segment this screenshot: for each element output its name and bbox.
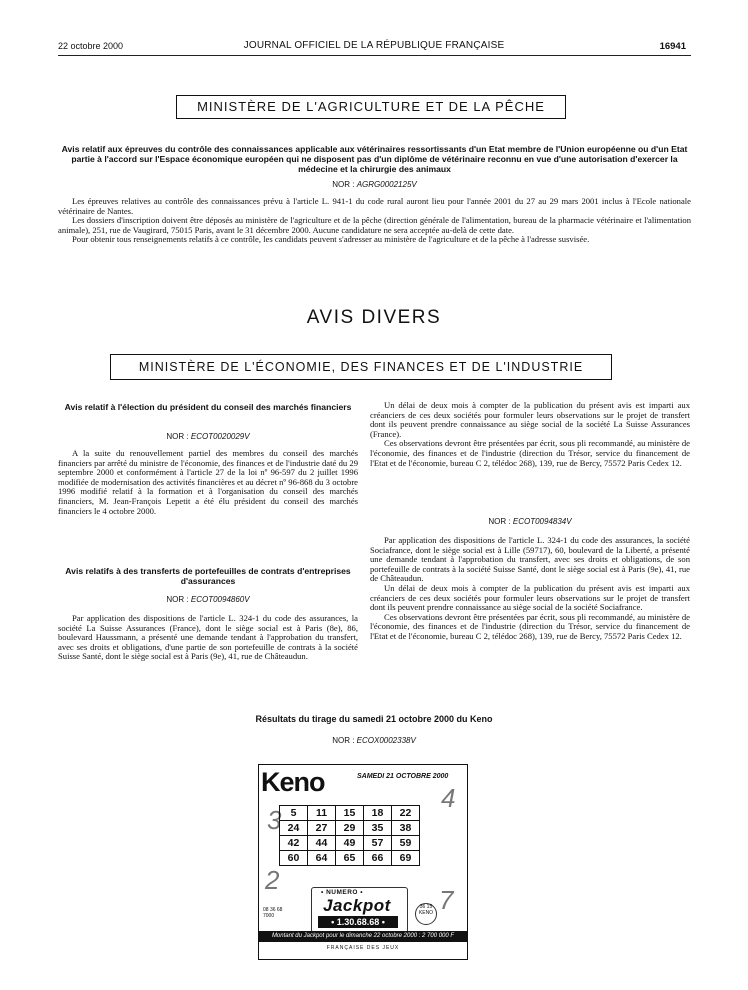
decorative-numeral: 3 [267, 805, 282, 835]
paragraph: Un délai de deux mois à compter de la publication du présent avis est imparti aux créanciers de ces deux sociétés pour formuler leurs observations sur le projet de transfert dont ils peuvent prendre connaissance au siège social de la société La Suisse Assurances (France). [370, 400, 690, 439]
drawn-number: 18 [364, 806, 392, 821]
decorative-numeral: 7 [439, 885, 454, 915]
jackpot-amount-band: Montant du Jackpot pour le dimanche 22 octobre 2000 : 2 700 000 F [259, 931, 467, 942]
nor-label: NOR : [166, 432, 189, 441]
paragraph: Pour obtenir tous renseignements relatifs à ce contrôle, les candidats peuvent s'adresser au ministère de l'agriculture et de la pêche à l'adresse susvisée. [72, 234, 590, 245]
paragraph: Ces observations devront être présentées par écrit, sous pli recommandé, au ministère de l'économie, des finances et de l'industrie (direction du Trésor, service du financement de l'Etat et de l'économie, bureau C 2, télédoc 268), 139, rue de Bercy, 75572 Paris Cedex 12. [370, 611, 690, 641]
phone-line: 08 36 68 [263, 907, 283, 913]
keno-logo: Keno [261, 767, 325, 797]
keno-results-title: Résultats du tirage du samedi 21 octobre 2000 du Keno [255, 714, 493, 724]
grid-row [280, 821, 420, 836]
keno-phone-service [263, 907, 282, 919]
ministry-economy-box: MINISTÈRE DE L'ÉCONOMIE, DES FINANCES ET DE L'INDUSTRIE [110, 354, 612, 380]
jackpot-number-label: • NUMERO • [321, 889, 364, 896]
nor-code: ECOX0002338V [356, 736, 416, 745]
nor-code: ECOT0020029V [190, 432, 250, 441]
right-column-text-1 [370, 401, 690, 468]
keno-results-nor [0, 736, 748, 745]
notice-election-body [58, 449, 358, 516]
francaise-des-jeux-logo: FRANÇAISE DES JEUX [326, 945, 400, 951]
ministry-agriculture-box: MINISTÈRE DE L'AGRICULTURE ET DE LA PÊCHE [176, 95, 566, 119]
nor-label: NOR : [332, 180, 355, 189]
decorative-numeral: 4 [441, 783, 456, 813]
journal-title: JOURNAL OFFICIEL DE LA RÉPUBLIQUE FRANÇAISE [243, 40, 505, 51]
jackpot-logo: Jackpot [323, 896, 391, 915]
nor-code: AGRG0002125V [356, 180, 417, 189]
phone-line: 7000 [263, 913, 275, 919]
drawn-number: 66 [364, 851, 392, 866]
drawn-number: 60 [280, 851, 308, 866]
notice-transfer-title: Avis relatifs à des transferts de portefeuilles de contrats d'entreprises d'assurances [65, 566, 351, 586]
drawn-number: 59 [392, 836, 420, 851]
drawn-number: 11 [308, 806, 336, 821]
keno-number-grid [279, 805, 420, 866]
paragraph: Par application des dispositions de l'article L. 324-1 du code des assurances, la société Sociafrance, dont le siège social est à Lille (59717), 60, boulevard de la Liberté, a présenté une demande tendant à l'approbation du transfert, avec ses droits et obligations, de son portefeuille de contrats à la société Suisse Santé, dont le siège social est à Paris (9e), 41, rue de Châteaudun. [370, 535, 690, 584]
drawn-number: 57 [364, 836, 392, 851]
drawn-number: 27 [308, 821, 336, 836]
notice-veterinary-nor [58, 180, 691, 189]
keno-draw-date: SAMEDI 21 OCTOBRE 2000 [357, 773, 449, 780]
decorative-numeral: 2 [265, 865, 280, 895]
nor-label: NOR : [166, 595, 189, 604]
paragraph: Ces observations devront être présentées par écrit, sous pli recommandé, au ministère de l'économie, des finances et de l'industrie (direction du Trésor, service du financement de l'Etat et de l'économie, bureau C 2, télédoc 268), 139, rue de Bercy, 75572 Paris Cedex 12. [370, 438, 690, 468]
drawn-number: 35 [364, 821, 392, 836]
paragraph: Les dossiers d'inscription doivent être déposés au ministère de l'agriculture et de la pêche (direction générale de l'alimentation, bureau de la pharmacie vétérinaire et l'alimentation animale), 251, rue de Vaugirard, 75015 Paris, avant le 31 décembre 2000. Aucune candidature ne sera acceptée au-delà de cette date. [58, 215, 691, 235]
drawn-number: 38 [392, 821, 420, 836]
jackpot-phone-number: • 1.30.68.68 • [318, 916, 398, 928]
drawn-number: 29 [336, 821, 364, 836]
nor-label: NOR : [332, 736, 355, 745]
drawn-number: 49 [336, 836, 364, 851]
paragraph: Un délai de deux mois à compter de la publication du présent avis est imparti aux créanciers de ces deux sociétés pour formuler leurs observations sur le projet de transfert dont ils peuvent prendre connaissance au siège social de la société Sociafrance. [370, 582, 690, 613]
drawn-number: 42 [280, 836, 308, 851]
page-number: 16941 [659, 41, 686, 52]
drawn-number: 15 [336, 806, 364, 821]
paragraph: Les épreuves relatives au contrôle des connaissances prévu à l'article L. 941-1 du code rural auront lieu pour l'année 2001 du 27 au 29 mars 2001 inclus à l'Ecole nationale vétérinaire de Nantes. [58, 196, 691, 216]
nor-code: ECOT0094834V [512, 517, 572, 526]
drawn-number: 44 [308, 836, 336, 851]
notice-election-nor [58, 432, 358, 441]
keno-ticket [258, 764, 468, 960]
paragraph: Par application des dispositions de l'article L. 324-1 du code des assurances, la société La Suisse Assurances (France), dont le siège social est à Paris (8e), 86, boulevard Haussmann, a présenté une demande tendant à l'approbation du transfert, avec ses droits et obligations, d'une partie de son portefeuille de contrats à la société Suisse Santé, dont le siège social est à Paris (9e), 41, rue de Châteaudun. [58, 613, 358, 662]
nor-code: ECOT0094860V [190, 595, 250, 604]
drawn-number: 65 [336, 851, 364, 866]
grid-row [280, 836, 420, 851]
nor-label: NOR : [488, 517, 511, 526]
section-title-avis-divers: AVIS DIVERS [306, 307, 442, 328]
notice-veterinary-title: Avis relatif aux épreuves du contrôle des connaissances applicable aux vétérinaires ressortissants d'un Etat membre de l'Union européenne ou d'un Etat partie à l'accord sur l'Espace économique européen qui ne disposent pas d'un diplôme de vétérinaire reconnu en vue d'une autorisation d'exercer la médecine et la chirurgie des animaux [61, 144, 688, 174]
grid-row [280, 806, 420, 821]
paragraph: A la suite du renouvellement partiel des membres du conseil des marchés financiers par arrêté du ministre de l'économie, des finances et de l'industrie daté du 29 septembre 2000 et conformément à l'article 27 de la loi nº 96-597 du 2 juillet 1996 modifiée de modernisation des activités financières et au décret nº 96-868 du 3 octobre 1996 modifié relatif à la formation et à l'organisation du conseil des marchés financiers, M. Jean-François Lepetit a été élu président du conseil des marchés financiers le 4 octobre 2000. [58, 448, 358, 516]
grid-row [280, 851, 420, 866]
notice-transfer-nor [58, 595, 358, 604]
drawn-number: 64 [308, 851, 336, 866]
header-date: 22 octobre 2000 [58, 41, 124, 51]
drawn-number: 24 [280, 821, 308, 836]
minitel-service [415, 903, 437, 925]
notice-sociafrance-nor [370, 517, 690, 526]
drawn-number: 5 [280, 806, 308, 821]
minitel-line: KENO [418, 910, 434, 916]
drawn-number: 22 [392, 806, 420, 821]
notice-veterinary-body [58, 197, 691, 245]
drawn-number: 69 [392, 851, 420, 866]
right-column-text-2 [370, 536, 690, 642]
notice-transfer-body [58, 614, 358, 662]
minitel-line: 36 15 [419, 904, 433, 910]
header-rule [58, 55, 691, 56]
notice-election-title: Avis relatif à l'élection du président du conseil des marchés financiers [64, 402, 352, 412]
